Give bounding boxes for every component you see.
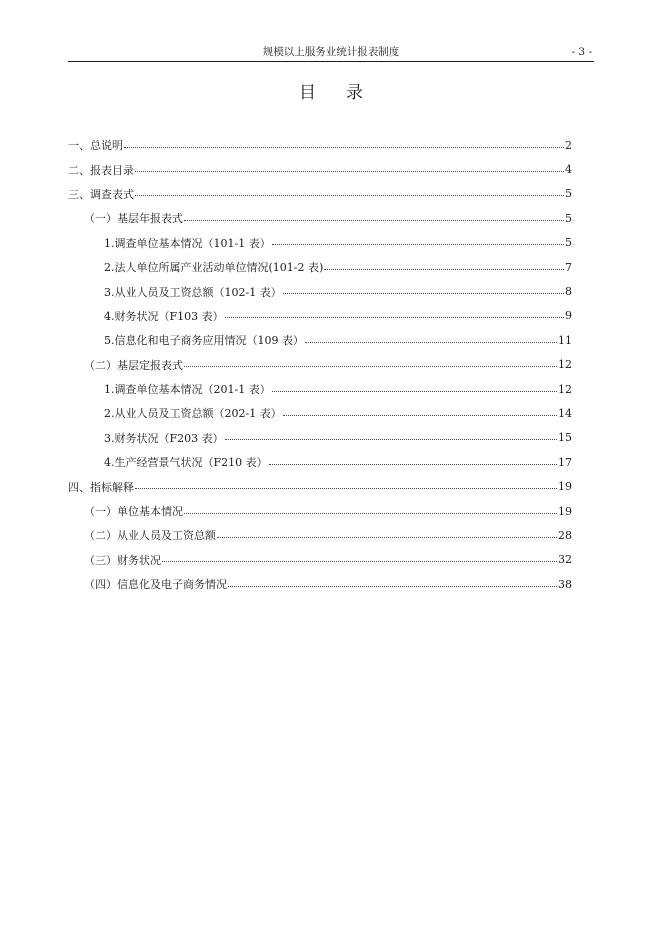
toc-dot-leader [124,147,564,148]
toc-entry-label: 1.调查单位基本情况（201-1 表） [104,383,271,397]
toc-dot-leader [184,366,557,367]
toc-entry-page: 5 [565,187,572,201]
toc-title: 目录 [299,83,393,103]
toc-entry-page: 12 [558,382,572,396]
toc-entry[interactable] [68,206,572,230]
toc-entry[interactable] [68,426,572,450]
toc-entry[interactable] [68,401,572,425]
toc-entry[interactable] [68,304,572,328]
header-page-number: - 3 - [571,46,592,58]
toc-entry-label: （三）财务状况 [84,553,161,567]
toc-entry[interactable] [68,450,572,474]
toc-entry[interactable] [68,133,572,157]
toc-entry[interactable] [68,377,572,401]
toc-entry-page: 14 [558,406,572,420]
toc-entry-label: 二、报表目录 [68,163,134,177]
toc-entry-page: 11 [558,333,572,347]
toc-entry-label: 三、调查表式 [68,187,134,201]
toc-dot-leader [228,586,557,587]
toc-entry-page: 7 [565,260,572,274]
toc-dot-leader [283,293,564,294]
toc-entry-label: （四）信息化及电子商务情况 [84,578,227,592]
toc-entry-page: 38 [558,577,572,591]
toc-entry-page: 19 [558,504,572,518]
toc-dot-leader [283,415,557,416]
toc-entry-page: 28 [558,528,572,542]
table-of-contents [68,133,572,596]
toc-entry-label: （二）基层定报表式 [84,358,183,372]
toc-dot-leader [269,464,557,465]
toc-dot-leader [135,195,564,196]
toc-entry-label: 3.财务状况（F203 表） [104,431,224,445]
toc-entry-label: 4.财务状况（F103 表） [104,309,224,323]
toc-entry-page: 12 [558,358,572,372]
toc-entry-page: 15 [558,431,572,445]
toc-entry-label: （一）基层年报表式 [84,212,183,226]
toc-entry[interactable] [68,474,572,498]
toc-entry-page: 4 [565,163,572,177]
toc-entry-label: 2.从业人员及工资总额（202-1 表） [104,407,282,421]
toc-dot-leader [184,513,557,514]
header-rule [68,61,594,62]
toc-entry[interactable] [68,353,572,377]
toc-entry[interactable] [68,328,572,352]
toc-entry[interactable] [68,182,572,206]
toc-entry[interactable] [68,279,572,303]
toc-entry-page: 8 [565,285,572,299]
toc-entry[interactable] [68,572,572,596]
toc-entry-page: 5 [565,211,572,225]
toc-dot-leader [162,561,557,562]
toc-entry-page: 9 [565,309,572,323]
toc-dot-leader [135,171,564,172]
toc-dot-leader [225,317,564,318]
toc-dot-leader [225,439,557,440]
toc-entry[interactable] [68,548,572,572]
toc-entry[interactable] [68,157,572,181]
toc-dot-leader [272,244,564,245]
toc-entry-label: 2.法人单位所属产业活动单位情况(101-2 表) [104,261,324,275]
toc-entry-page: 2 [565,138,572,152]
toc-dot-leader [305,342,557,343]
toc-entry[interactable] [68,231,572,255]
toc-entry-label: （二）从业人员及工资总额 [84,529,216,543]
toc-dot-leader [184,220,564,221]
toc-dot-leader [272,391,557,392]
toc-entry-page: 32 [558,553,572,567]
toc-dot-leader [135,488,557,489]
toc-entry-label: 5.信息化和电子商务应用情况（109 表） [104,334,304,348]
toc-entry-label: （一）单位基本情况 [84,505,183,519]
header-title: 规模以上服务业统计报表制度 [262,46,400,58]
toc-entry-label: 3.从业人员及工资总额（102-1 表） [104,285,282,299]
toc-entry-label: 一、总说明 [68,139,123,153]
toc-entry-label: 4.生产经营景气状况（F210 表） [104,456,268,470]
toc-entry[interactable] [68,255,572,279]
toc-dot-leader [217,537,557,538]
toc-entry-page: 19 [558,480,572,494]
toc-entry-page: 17 [558,455,572,469]
toc-dot-leader [324,269,564,270]
toc-entry[interactable] [68,499,572,523]
toc-entry-label: 四、指标解释 [68,480,134,494]
toc-entry[interactable] [68,523,572,547]
toc-entry-page: 5 [565,236,572,250]
page-header [68,44,594,60]
toc-entry-label: 1.调查单位基本情况（101-1 表） [104,236,271,250]
